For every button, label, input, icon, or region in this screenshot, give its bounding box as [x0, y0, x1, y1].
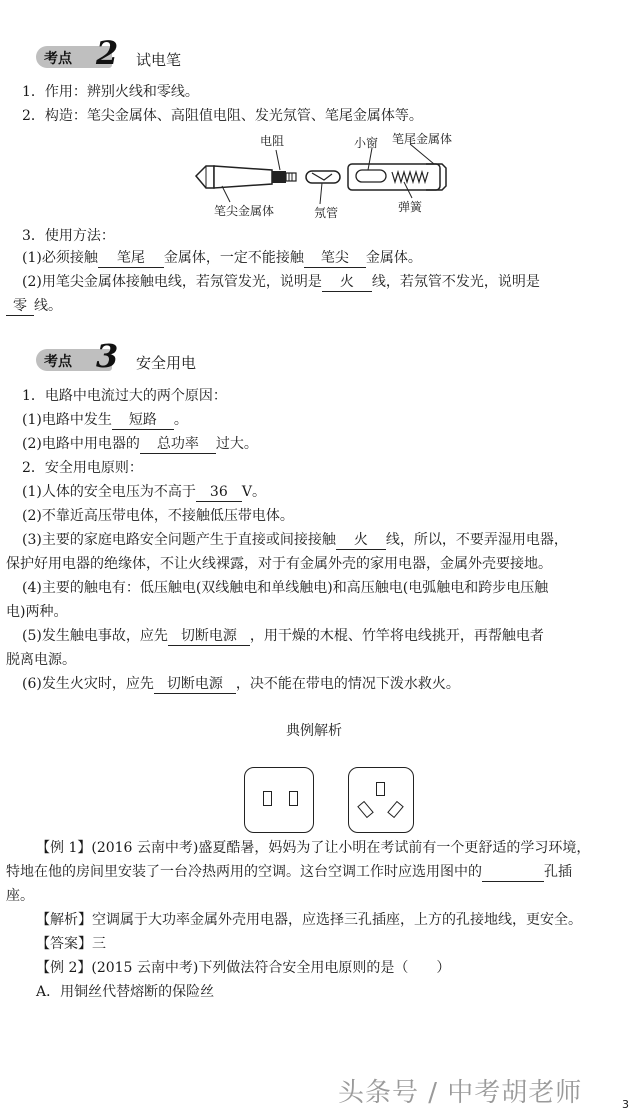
analysis: 【解析】空调属于大功率金属外壳用电器，应选择三孔插座，上方的孔接地线，更安全。 [36, 912, 582, 928]
label-tip-metal: 笔尖金属体 [214, 204, 275, 218]
s3-p2: 2．安全用电原则： [22, 460, 143, 476]
section2-badge [36, 34, 119, 72]
s3-p2-5-a: (5)发生触电事故，应先 [22, 628, 168, 644]
s3-p1-1-a: (1)电路中发生 [22, 412, 112, 428]
two-hole-slot-right [289, 791, 298, 806]
s3-p1: 1．电路中电流过大的两个原因： [22, 388, 227, 404]
s3-p2-3 [22, 530, 568, 550]
s3-p2-3-cont: 保护好用电器的绝缘体，不让火线裸露，对于有金属外壳的家用电器，金属外壳要接地。 [6, 556, 552, 572]
section3-title: 安全用电 [136, 354, 197, 372]
example1-blank [482, 864, 544, 882]
three-hole-socket [348, 767, 414, 833]
example1-line3: 座。 [6, 888, 34, 904]
s2-m2-c: 线，若氖管不发光，说明是 [371, 274, 540, 290]
section2-badge-text: 考点 [44, 51, 72, 67]
s3-p2-5-cont: 脱离电源。 [6, 652, 76, 668]
s3-p2-1-c: V。 [241, 484, 266, 500]
three-hole-slot-right [387, 801, 404, 818]
s2-item3: 3．使用方法： [22, 228, 115, 244]
watermark: 头条号 / 中考胡老师 [338, 1078, 583, 1108]
three-hole-slot-left [357, 801, 374, 818]
s3-p2-6 [22, 674, 460, 694]
s3-p2-6-a: (6)发生火灾时，应先 [22, 676, 154, 692]
s3-p2-1-blank: 36 [196, 484, 242, 502]
section3-badge-text: 考点 [44, 354, 72, 370]
example1-text-end: 孔插 [544, 864, 572, 880]
label-resistor: 电阻 [260, 134, 285, 148]
label-neon: 氖管 [314, 206, 339, 220]
s3-p2-4: (4)主要的触电有：低压触电(双线触电和单线触电)和高压触电(电弧触电和跨步电压触 [22, 580, 549, 596]
s3-p1-1-blank: 短路 [112, 412, 174, 430]
s3-p1-2-a: (2)电路中用电器的 [22, 436, 140, 452]
test-pen-diagram [190, 128, 460, 224]
label-tail-metal: 笔尾金属体 [392, 132, 453, 146]
s3-p2-2: (2)不靠近高压带电体，不接触低压带电体。 [22, 508, 294, 524]
s3-p2-3-a: (3)主要的家庭电路安全问题产生于直接或间接接触 [22, 532, 336, 548]
section3-badge [36, 337, 119, 375]
s3-p1-1-c: 。 [173, 412, 188, 428]
s2-m2-d: 线。 [34, 298, 62, 314]
s2-item2: 2．构造：笔尖金属体、高阻值电阻、发光氖管、笔尾金属体等。 [22, 108, 423, 124]
three-hole-slot-top [376, 782, 385, 796]
s2-m2-blank2: 零 [6, 298, 34, 316]
s2-m1-c: 金属体，一定不能接触 [163, 250, 304, 266]
s3-p1-1 [22, 410, 188, 430]
s3-p2-1 [22, 482, 266, 502]
s3-p1-2-c: 过大。 [215, 436, 258, 452]
s3-p2-6-c: ，决不能在带电的情况下泼水救火。 [235, 676, 460, 692]
s2-method2-cont [6, 296, 62, 316]
two-hole-slot-left [263, 791, 272, 806]
s3-p2-4-cont: 电)两种。 [6, 604, 68, 620]
s3-p2-5-blank: 切断电源 [168, 628, 250, 646]
example2-option-a: A．用铜丝代替熔断的保险丝 [36, 984, 215, 1000]
s3-p1-2-blank: 总功率 [140, 436, 216, 454]
two-hole-socket [244, 767, 314, 833]
example2: 【例 2】(2015 云南中考)下列做法符合安全用电原则的是（ ） [36, 960, 451, 976]
s3-p2-3-c: 线，所以，不要弄湿用电器， [385, 532, 568, 548]
examples-heading: 典例解析 [286, 723, 342, 739]
label-window: 小窗 [354, 136, 379, 150]
s3-p2-5 [22, 626, 544, 646]
s3-p2-3-blank: 火 [336, 532, 386, 550]
s2-method1 [22, 248, 422, 268]
s2-m1-a: (1)必须接触 [22, 250, 98, 266]
section2-title: 试电笔 [136, 51, 182, 69]
s3-p2-5-c: ，用干燥的木棍、竹竿将电线挑开，再帮触电者 [249, 628, 544, 644]
s3-p2-1-a: (1)人体的安全电压为不高于 [22, 484, 196, 500]
s2-m1-blank1: 笔尾 [98, 250, 164, 268]
example1-line2 [6, 862, 572, 882]
label-spring: 弹簧 [398, 200, 423, 214]
s2-m1-blank2: 笔尖 [304, 250, 366, 268]
section2-badge-number: 2 [96, 34, 119, 72]
s2-m2-blank1: 火 [322, 274, 372, 292]
s2-m2-a: (2)用笔尖金属体接触电线，若氖管发光，说明是 [22, 274, 322, 290]
s3-p2-6-blank: 切断电源 [154, 676, 236, 694]
example1-text: 特地在他的房间里安装了一台冷热两用的空调。这台空调工作时应选用图中的 [6, 864, 482, 880]
example1-line1: 【例 1】(2016 云南中考)盛夏酷暑，妈妈为了让小明在考试前有一个更舒适的学习环境， [36, 840, 591, 856]
s2-m1-d: 金属体。 [365, 250, 422, 266]
s2-method2 [22, 272, 540, 292]
s3-p1-2 [22, 434, 258, 454]
page-number: 3 [622, 1098, 629, 1111]
answer: 【答案】三 [36, 936, 106, 952]
s2-item1: 1．作用：辨别火线和零线。 [22, 84, 199, 100]
section3-badge-number: 3 [96, 337, 119, 375]
